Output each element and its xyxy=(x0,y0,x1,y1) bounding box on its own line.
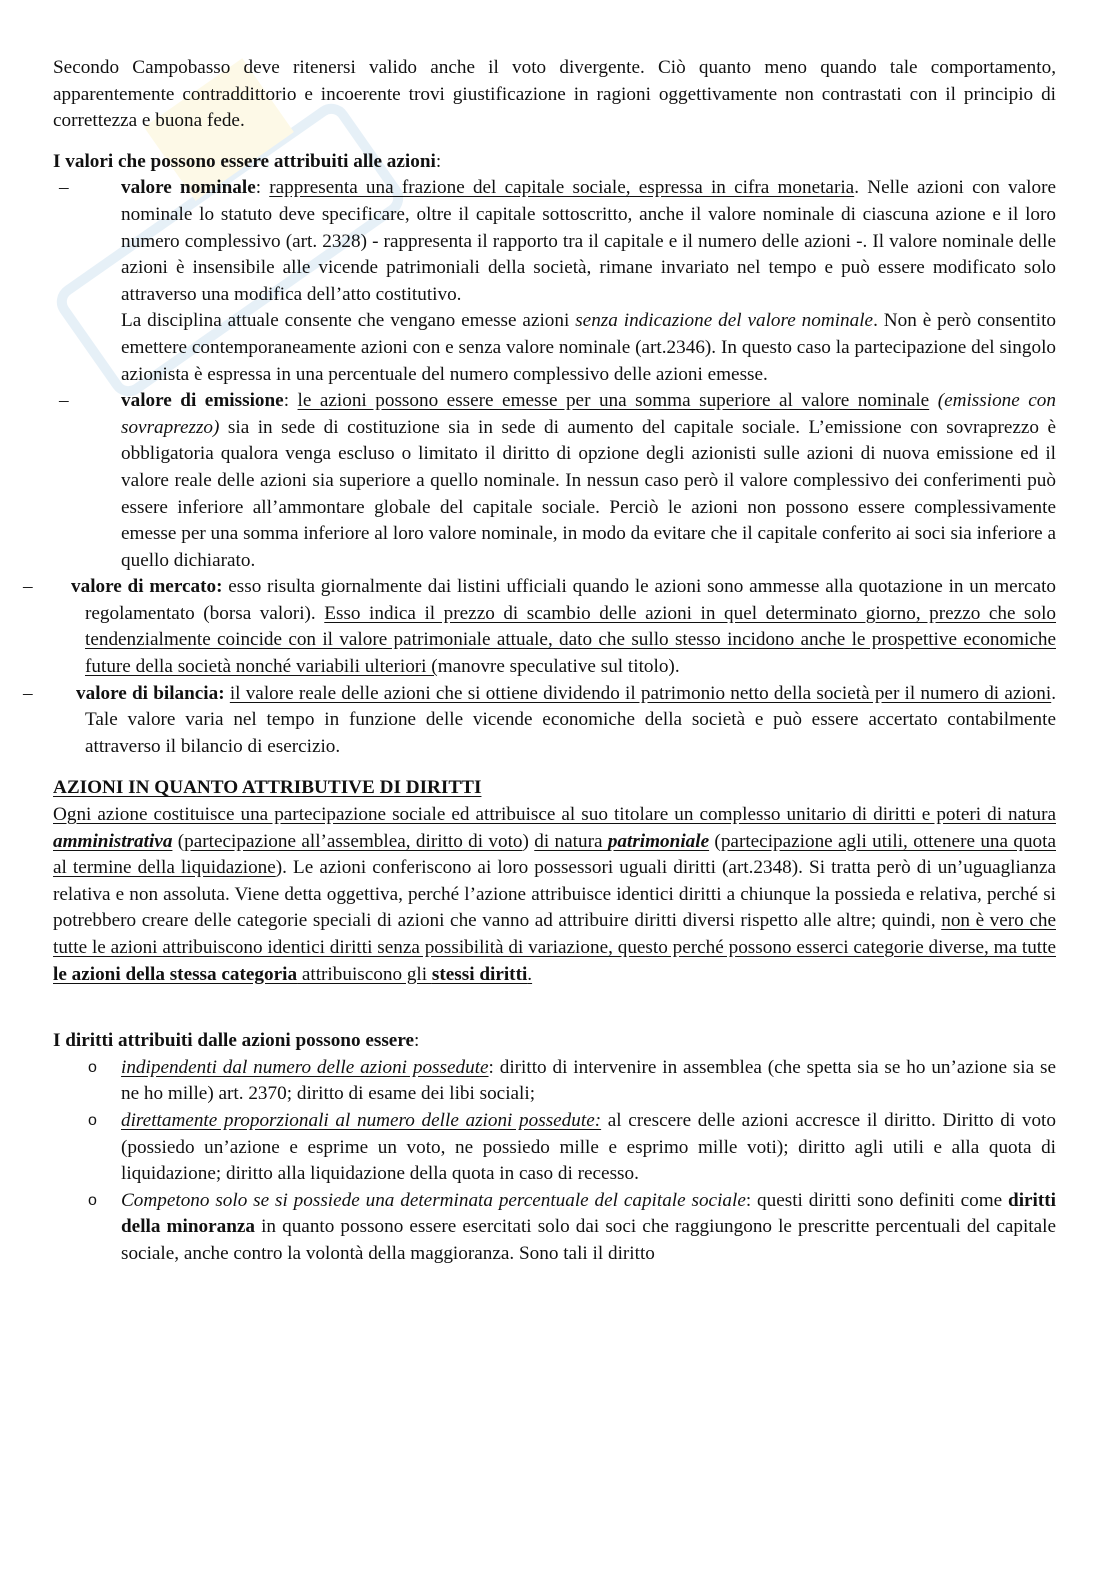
dash-marker: – xyxy=(23,576,33,598)
rights-heading: I diritti attribuiti dalle azioni possono essere: xyxy=(53,1030,420,1052)
nominale-label: valore nominale xyxy=(121,177,256,199)
list-item: o direttamente proporzionali al numero delle azioni possedute: al crescere delle azioni accresce il diritto. Diritto di voto (possiedo un’azione e esprime un voto, ne possiedo mille e esprimo mille voti); diritto agli utili e alla quota di liquidazione; diritto alla liquidazione della quota in caso di recesso. xyxy=(88,1109,1056,1185)
intro-paragraph: Secondo Campobasso deve ritenersi valido anche il voto divergente. Ciò quanto meno quando tale comportamento, apparentemente contraddittorio e incoerente trovi giustificazione in ragioni oggettivamente non contrastati con il principio di correttezza e buona fede. xyxy=(53,57,1056,132)
bullet-marker: o xyxy=(88,1191,97,1209)
section-title: AZIONI IN QUANTO ATTRIBUTIVE DI DIRITTI xyxy=(53,777,482,799)
value-item-emissione: – valore di emissione: le azioni possono essere emesse per una somma superiore al valore nominale (emissione con sovraprezzo) sia in sede di costituzione sia in sede di aumento del capitale sociale. L’emissione con sovraprezzo è obbligatoria qualora venga escluso o limitato il diritto di opzione degli azionisti sulle azioni di nuova emissione ed il valore reale delle azioni sia superiore a quello nominale. In nessun caso però il valore complessivo dei conferimenti può essere inferiore all’ammontare globale del capitale sociale. Perciò le azioni non possono essere complessivamente emesse per una somma inferiore al loro valore nominale, in modo da evitare che il capitale conferito ai soci sia inferiore a quello dichiarato. xyxy=(59,390,1056,571)
dash-marker: – xyxy=(23,682,33,704)
nominale-paragraph-2: La disciplina attuale consente che vengano emesse azioni senza indicazione del valore nominale. Non è però consentito emettere contemporaneamente azioni con e senza valore nominale (art.2346). In questo caso la partecipazione del singolo azionista è espressa in una percentuale del numero complessivo delle azioni emesse. xyxy=(121,310,1056,385)
emissione-definition: le azioni possono essere emesse per una somma superiore al valore nominale xyxy=(297,390,930,412)
list-item: o indipendenti dal numero delle azioni possedute: diritto di intervenire in assemblea (che spetta sia se ho un’azione sia se ne ho mille) art. 2370; diritto di esame dei libi sociali; xyxy=(88,1056,1057,1105)
section-paragraph: Ogni azione costituisce una partecipazione sociale ed attribuisce al suo titolare un complesso unitario di diritti e poteri di natura amministrativa (partecipazione all’assemblea, diritto di voto) di natura patrimoniale (partecipazione agli utili, ottenere una quota al termine della liquidazione). Le azioni conferiscono ai loro possessori uguali diritti (art.2348). Si tratta però di un’uguaglianza relativa e non assoluta. Viene detta oggettiva, perché l’azione attribuisce identici diritti a chiunque la possieda e relativa, perché si potrebbero creare delle categorie speciali di azioni che vanno ad attribuire diritti diversi rispetto alle altre; quindi, non è vero che tutte le azioni attribuiscono identici diritti senza possibilità di variazione, questo perché possono esserci categorie diverse, ma tutte le azioni della stessa categoria attribuiscono gli stessi diritti. xyxy=(53,804,1056,985)
bullet-marker: o xyxy=(88,1111,97,1129)
dash-marker: – xyxy=(59,390,69,412)
nominale-definition: rappresenta una frazione del capitale sociale, espressa in cifra monetaria xyxy=(269,177,855,199)
mercato-label: valore di mercato: xyxy=(71,576,223,598)
rights-list xyxy=(53,1055,1056,1268)
dash-marker: – xyxy=(59,177,69,199)
bilancia-label: valore di bilancia: xyxy=(76,682,225,704)
value-item-nominale: – valore nominale: rappresenta una frazione del capitale sociale, espressa in cifra monetaria. Nelle azioni con valore nominale lo statuto deve specificare, oltre il capitale sottoscritto, anche il valore nominale di ciascuna azione e il loro numero complessivo (art. 2328) - rappresenta il rapporto tra il capitale e il numero delle azioni -. Il valore nominale delle azioni è insensibile alle vicende patrimoniali della società, rimane invariato nel tempo e può essere modificato solo attraverso una modifica dell’atto costitutivo. La disciplina attuale consente che vengano emesse azioni senza indicazione del valore nominale. Non è però consentito emettere contemporaneamente azioni con e senza valore nominale (art.2346). In questo caso la partecipazione del singolo azionista è espressa in una percentuale del numero complessivo delle azioni emesse. xyxy=(90,175,1056,388)
emissione-label: valore di emissione xyxy=(121,390,284,412)
value-item-bilancia: – valore di bilancia: il valore reale delle azioni che si ottiene dividendo il patrimonio netto della società per il numero di azioni. Tale valore varia nel tempo in funzione delle vicende economiche della società e può essere accertato contabilmente attraverso il bilancio di esercizio. xyxy=(23,682,1057,757)
values-heading: I valori che possono essere attribuiti alle azioni: xyxy=(53,150,442,172)
document-page xyxy=(23,55,1057,1268)
value-item-mercato: – valore di mercato: esso risulta giornalmente dai listini ufficiali quando le azioni sono ammesse alla quotazione in un mercato regolamentato (borsa valori). Esso indica il prezzo di scambio delle azioni in quel determinato giorno, prezzo che solo tendenzialmente coincide con il valore patrimoniale attuale, dato che sullo stesso incidono anche le prospettive economiche future della società nonché variabili ulteriori (manovre speculative sul titolo). xyxy=(23,576,1057,678)
bullet-marker: o xyxy=(88,1058,97,1076)
list-item: o Competono solo se si possiede una determinata percentuale del capitale sociale: questi diritti sono definiti come diritti della minoranza in quanto possono essere esercitati solo dai soci che raggiungono le prescritte percentuali del capitale sociale, anche contro la volontà della maggioranza. Sono tali il diritto xyxy=(88,1189,1056,1264)
